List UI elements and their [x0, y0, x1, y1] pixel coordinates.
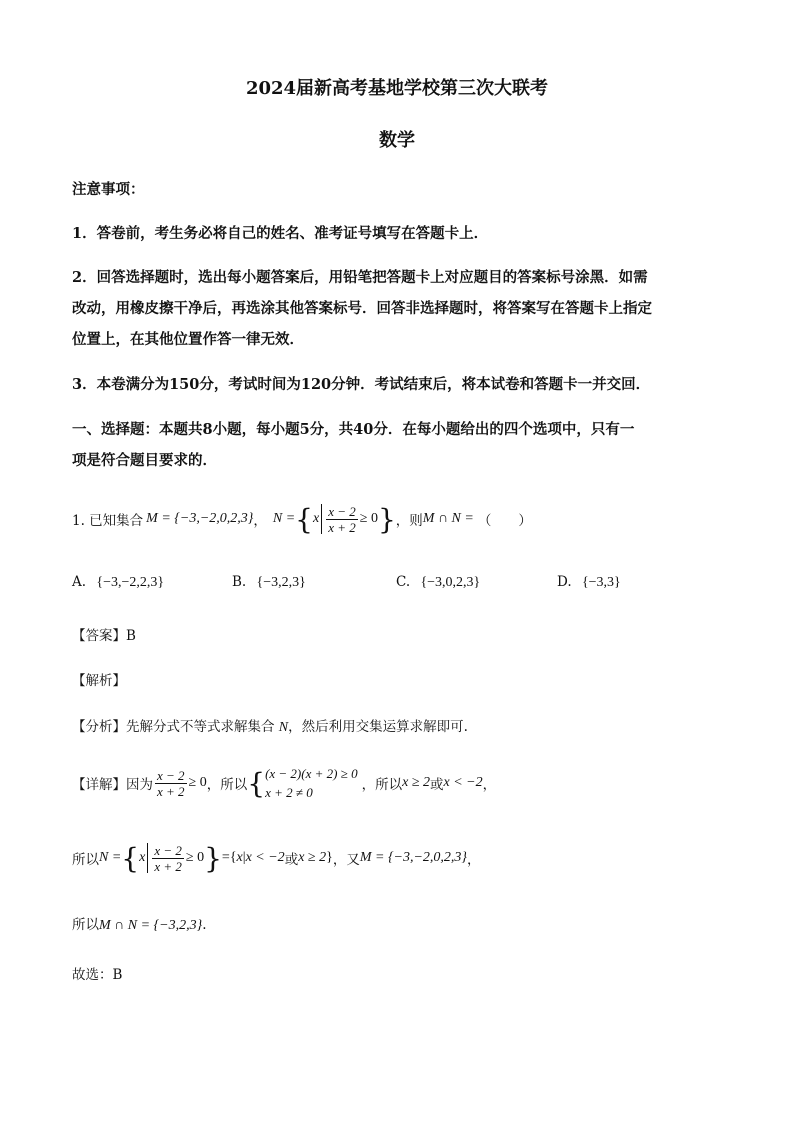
set-x: x	[236, 850, 243, 865]
right-brace-icon: }	[377, 502, 396, 536]
question-prefix: 1. 已知集合	[72, 513, 144, 529]
option-d-label: D.	[557, 574, 572, 590]
n-equals: N =	[99, 850, 122, 865]
answer-tag: 【答案】	[72, 628, 126, 644]
question-comma: ，	[253, 513, 267, 529]
geq-zero: ≥ 0	[359, 511, 378, 526]
right-brace-small-icon: }	[326, 850, 333, 865]
set-n-var: x	[313, 511, 320, 526]
detail-fraction-denominator: x + 2	[157, 783, 185, 799]
notes-heading: 注意事项：	[72, 181, 145, 198]
note-1: 1．答卷前，考生务必将自己的姓名、准考证号填写在答题卡上．	[72, 225, 489, 242]
also-text: ，又	[332, 852, 360, 868]
option-b	[232, 574, 306, 591]
n-fraction-denominator: x + 2	[154, 858, 182, 874]
n-var: x	[139, 850, 146, 865]
so-text-2: ，所以	[361, 777, 403, 793]
because-text: 因为	[126, 777, 153, 793]
fenxi-line	[72, 715, 468, 736]
option-b-value: {−3,2,3}	[256, 575, 306, 590]
note-3: 3．本卷满分为150分，考试时间为120分钟．考试结束后，将本试卷和答题卡一并交回．	[72, 376, 651, 393]
note-2-line-2: 改动，用橡皮擦干净后，再选涂其他答案标号．回答非选择题时，将答案写在答题卡上指定	[72, 300, 652, 317]
fenxi-text-2: ，然后利用交集运算求解即可.	[288, 719, 468, 735]
left-brace-icon: {	[121, 841, 140, 875]
fenxi-text: 先解分式不等式求解集合	[126, 719, 275, 735]
or-text: 或	[430, 777, 444, 793]
note-2-line-3: 位置上，在其他位置作答一律无效．	[72, 331, 304, 348]
n-geq-zero: ≥ 0	[185, 850, 205, 865]
so-text-1: ，所以	[206, 777, 248, 793]
left-brace-icon: {	[295, 502, 313, 536]
question-1	[72, 494, 532, 544]
option-c-value: {−3,0,2,3}	[420, 575, 481, 590]
n-fraction-numerator: x − 2	[154, 842, 182, 858]
fraction-numerator: x − 2	[328, 503, 356, 519]
set-n-solution-line	[72, 833, 481, 883]
left-brace-small-icon: {	[229, 850, 237, 865]
set-divider	[321, 504, 322, 534]
end-comma: ，	[482, 777, 497, 793]
set-or: 或	[284, 852, 299, 868]
section-heading-line-2: 项是符合题目要求的．	[72, 452, 217, 469]
detail-geq-zero: ≥ 0	[188, 775, 207, 790]
inequality-system	[265, 764, 358, 802]
set-cond-2: x ≥ 2	[298, 850, 327, 865]
set-m: M = {−3,−2,0,2,3}	[146, 511, 254, 526]
option-d-value: {−3,3}	[581, 575, 621, 590]
equals: =	[221, 850, 230, 865]
system-line-2: x + 2 ≠ 0	[265, 785, 313, 800]
note-2-line-1: 2．回答选择题时，选出每小题答案后，用铅笔把答题卡上对应题目的答案标号涂黑．如需	[72, 269, 648, 286]
system-line-1: (x − 2)(x + 2) ≥ 0	[265, 766, 358, 781]
set-bar-icon: |	[242, 850, 246, 865]
option-b-label: B.	[232, 574, 247, 590]
option-a-label: A.	[72, 574, 87, 590]
section-heading-line-1: 一、选择题：本题共8小题，每小题5分，共40分．在每小题给出的四个选项中，只有一	[72, 421, 635, 438]
fraction	[326, 504, 358, 535]
fenxi-tag: 【分析】	[72, 719, 126, 735]
final-period: .	[202, 917, 207, 933]
option-c-label: C.	[396, 574, 411, 590]
fenxi-n: N	[278, 720, 289, 735]
system-brace-icon: {	[247, 766, 266, 800]
detail-fraction-numerator: x − 2	[157, 767, 185, 783]
so-text-4: 所以	[72, 917, 99, 933]
answer-value: B	[126, 628, 136, 644]
xiangjie-line	[72, 758, 496, 808]
end-comma-2: ，	[467, 852, 481, 868]
analysis-tag: 【解析】	[72, 673, 126, 689]
n-fraction	[152, 843, 184, 874]
subject-title: 数学	[379, 130, 415, 151]
answer-paren: （ ）	[477, 513, 532, 529]
n-divider	[147, 843, 148, 873]
intersection-result-line	[72, 913, 207, 934]
set-n-label: N =	[272, 511, 296, 526]
option-c	[396, 574, 480, 591]
option-d	[557, 574, 621, 591]
question-suffix: ，则	[395, 513, 423, 529]
option-a-value: {−3,−2,2,3}	[96, 575, 165, 590]
detail-fraction	[155, 768, 187, 799]
intersection-result: M ∩ N = {−3,2,3}	[99, 918, 203, 933]
result-2: x < −2	[443, 775, 483, 790]
answer-line	[72, 624, 136, 644]
fraction-denominator: x + 2	[328, 519, 356, 535]
right-brace-icon: }	[204, 841, 222, 875]
option-a	[72, 574, 164, 591]
exam-title: 2024届新高考基地学校第三次大联考	[245, 78, 549, 99]
final-choice: 故选：B	[72, 967, 123, 983]
intersection-expr: M ∩ N =	[422, 511, 474, 526]
result-1: x ≥ 2	[402, 775, 431, 790]
set-cond-1: x < −2	[245, 850, 285, 865]
m-equals: M = {−3,−2,0,2,3}	[359, 850, 468, 865]
xiangjie-tag: 【详解】	[72, 777, 126, 793]
so-text-3: 所以	[72, 852, 99, 868]
